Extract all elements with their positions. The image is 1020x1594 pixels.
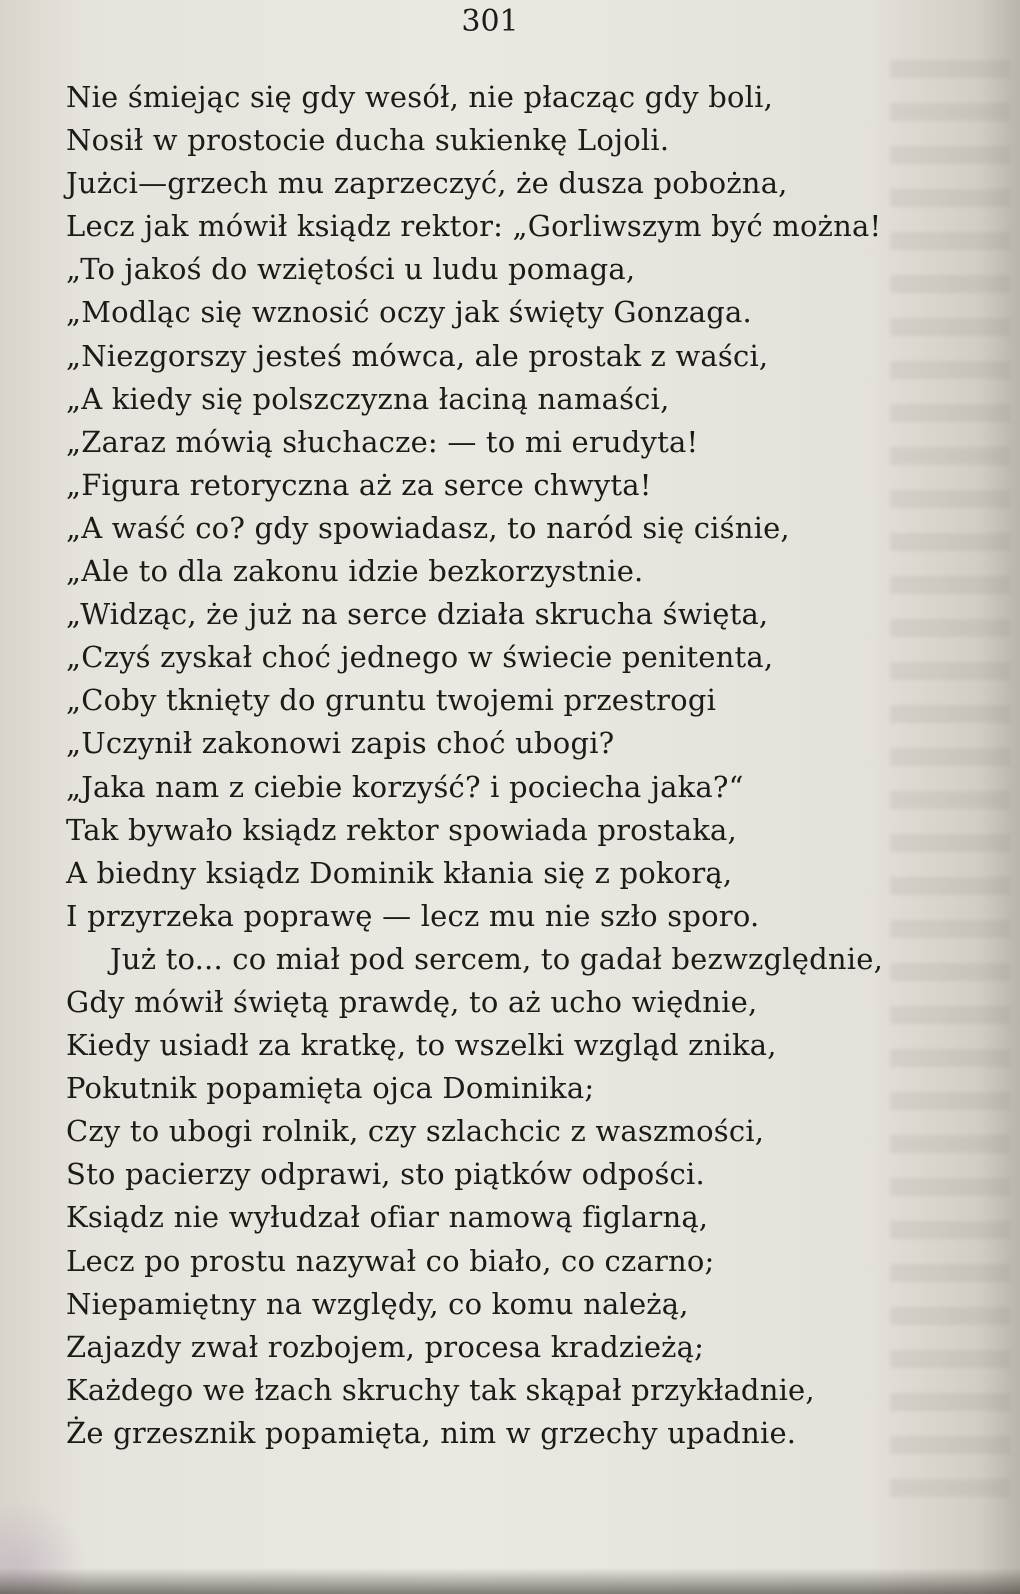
poem-line: Zajazdy zwał rozbojem, procesa kradzieżą; bbox=[66, 1329, 705, 1364]
poem-line: Niepamiętny na względy, co komu należą, bbox=[66, 1286, 689, 1321]
poem-line: „Jaka nam z ciebie korzyść? i pociecha jaka?“ bbox=[66, 769, 744, 804]
poem-line: Nie śmiejąc się gdy wesół, nie płacząc gdy boli, bbox=[66, 80, 774, 114]
poem-line: „Uczynił zakonowi zapis choć ubogi? bbox=[66, 726, 615, 761]
poem-line: Sto pacierzy odprawi, sto piątków odpości. bbox=[66, 1157, 705, 1192]
poem-line: „Czyś zyskał choć jednego w świecie penitenta, bbox=[66, 640, 774, 675]
poem-line: „Figura retoryczna aż za serce chwyta! bbox=[66, 467, 652, 502]
poem-line: „Widząc, że już na serce działa skrucha święta, bbox=[66, 597, 769, 632]
poem-line: „To jakoś do wziętości u ludu pomaga, bbox=[66, 252, 636, 287]
poem-line: Każdego we łzach skruchy tak skąpał przykładnie, bbox=[66, 1372, 815, 1407]
page-bottom-edge bbox=[0, 1568, 1020, 1594]
poem-line: „Modląc się wznosić oczy jak święty Gonzaga. bbox=[66, 295, 752, 330]
poem-text bbox=[66, 76, 966, 1455]
poem-line-indented: Już to... co miał pod sercem, to gadał bezwzględnie, bbox=[110, 941, 883, 976]
poem-line: Ksiądz nie wyłudzał ofiar namową figlarną, bbox=[66, 1200, 709, 1235]
page-number: 301 bbox=[461, 4, 519, 39]
poem-line: I przyrzeka poprawę — lecz mu nie szło sporo. bbox=[66, 898, 760, 933]
poem-line: Pokutnik popamięta ojca Dominika; bbox=[66, 1071, 595, 1106]
poem-line: „Niezgorszy jesteś mówca, ale prostak z waści, bbox=[66, 338, 769, 373]
poem-line: „Zaraz mówią słuchacze: — to mi erudyta! bbox=[66, 424, 699, 459]
poem-line: A biedny ksiądz Dominik kłania się z pokorą, bbox=[66, 855, 733, 890]
poem-line: „A kiedy się polszczyzna łaciną namaści, bbox=[66, 381, 670, 416]
poem-line: „Ale to dla zakonu idzie bezkorzystnie. bbox=[66, 554, 644, 589]
poem-line: Gdy mówił świętą prawdę, to aż ucho więdnie, bbox=[66, 984, 758, 1019]
poem-line: Jużci—grzech mu zaprzeczyć, że dusza pobożna, bbox=[66, 166, 788, 201]
poem-line: „Coby tknięty do gruntu twojemi przestrogi bbox=[66, 683, 717, 718]
poem-line: Lecz po prostu nazywał co biało, co czarno; bbox=[66, 1243, 715, 1278]
poem-line: Lecz jak mówił ksiądz rektor: „Gorliwszym być można! bbox=[66, 209, 882, 244]
poem-line: Nosił w prostocie ducha sukienkę Lojoli. bbox=[66, 123, 670, 158]
poem-line: Tak bywało ksiądz rektor spowiada prostaka, bbox=[66, 812, 737, 847]
poem-line: Kiedy usiadł za kratkę, to wszelki wzgląd znika, bbox=[66, 1028, 777, 1063]
poem-line: Że grzesznik popamięta, nim w grzechy upadnie. bbox=[66, 1415, 797, 1450]
poem-line: „A waść co? gdy spowiadasz, to naród się ciśnie, bbox=[66, 510, 790, 545]
poem-line: Czy to ubogi rolnik, czy szlachcic z waszmości, bbox=[66, 1114, 765, 1149]
